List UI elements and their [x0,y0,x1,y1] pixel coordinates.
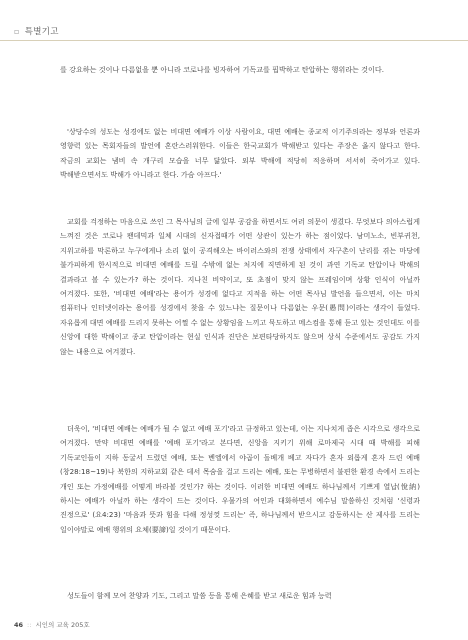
bullet-icon: ▫ [14,26,20,36]
page-header [0,0,468,42]
paragraph-3: 교회를 걱정하는 마음으로 쓰인 그 목사님의 글에 일부 공감을 하면서도 여러 의문이 생겼다. 무엇보다 의아스럽게 느껴진 것은 코로나 팬데믹과 일체 시대의 신자접때가 어떤 상관이 있는가 하는 점이었다. 남미노소, 빈부귀천, 지위고하를 막론하고 누구에게나 소리 없이 공격해오는 바이러스와의 전쟁 상태에서 자구촌이 난리를 겪는 마당에 불가피하게 한시적으로 비대면 예배를 드릴 수밖에 없는 처지에 직면하게 된 것이 과연 기독교 탄압이나 박해의 결과라고 볼 수 있는가? 하는 것이다. 지나친 비약이고, 또 초점이 맞지 않는 프레임이며 상황 인식이 아닐까 여겨졌다. 또한, '비대면 예배'라는 용어가 성경에 없다고 지적을 하는 어떤 목사님 발언을 들으면서, 이는 마치 컴퓨터나 인터넷이라는 용어를 성경에서 찾을 수 있느냐는 질문이나 다름없는 우문(愚問)이라는 생각이 들었다. 자유롭게 대면 예배를 드리지 못하는 어쩔 수 없는 상황임을 느끼고 묵도하고 메스컴을 통해 듣고 있는 것인데도 이를 신앙에 대한 박해이고 종교 탄압이라는 현실 인식과 진단은 보편타당하지도 않으며 상식 수준에서도 공감도 가지 않는 내용으로 여겨졌다. [60,217,420,356]
paragraph-1: 를 강요하는 것이나 다름없을 뿐 아니라 코로나를 빙자하여 기독교를 핍박하고 탄압하는 행위라는 것이다. [60,65,384,74]
header-divider [0,40,468,41]
section-label [14,25,59,37]
section-title: 특별기고 [24,27,59,37]
publication-name: 시인의 교육 205호 [35,621,90,629]
page-number: 46 [14,620,24,629]
paragraph-2-quote: '상당수의 성도는 성경에도 없는 비대면 예배가 이상 사람이요, 대면 예배는 종교적 이기주의라는 정부와 언론과 영향력 있는 목회자들의 발언에 혼란스러워한다. 이들은 한국교회가 박해받고 있다는 주장은 옳지 않다고 한다. 작금의 교회는 냄비 속 개구리 모습을 너무 닮았다. 외부 박해에 적당히 적응하며 서서히 죽어가고 있다. 박해받으면서도 박해가 아니라고 한다. 가슴 아프다.' [60,127,420,180]
paragraph-5: 성도들이 함께 모여 찬양과 기도, 그리고 말씀 등을 통해 은혜를 받고 새로운 힘과 능력 [67,591,332,600]
page-footer [14,620,90,629]
paragraph-4: 더욱이, '비대면 예배는 예배가 될 수 없고 예배 포기'라고 규정하고 있는데, 이는 지나치게 좁은 시각으로 생각으로 여겨졌다. 만약 비대면 예배를 '예배 포기'라고 본다면, 신앙을 지키기 위해 로마제국 시대 때 박해를 피해 기독교인들이 지하 동굴서 드렸던 예배, 또는 벤엘에서 야곱이 돌베개 베고 자다가 혼자 외롭게 혼자 드린 예배(창28:18~19)나 북한의 지하교회 같은 데서 목숨을 걸고 드리는 예배, 또는 무병하면서 불편한 환경 속에서 드리는 개인 또는 가정예배를 어떻게 바라볼 것인가? 하는 것이다. 이러한 비대면 예배도 하나님께서 기쁘게 열납(悅納)하시는 예배가 아닐까 하는 생각이 드는 것이다. 우물가의 여인과 대화하면서 예수님 말씀하신 것처럼 '신령과 진정으로' (요4:23) '마음과 뜻과 힘을 다해 정성껏 드리는' 즉, 하나님께서 받으시고 감동하시는 산 제사를 드리는 일이야말로 예배 행위의 요체(要諦)일 것이기 때문이다. [60,424,420,534]
footer-separator: :: [27,620,32,629]
